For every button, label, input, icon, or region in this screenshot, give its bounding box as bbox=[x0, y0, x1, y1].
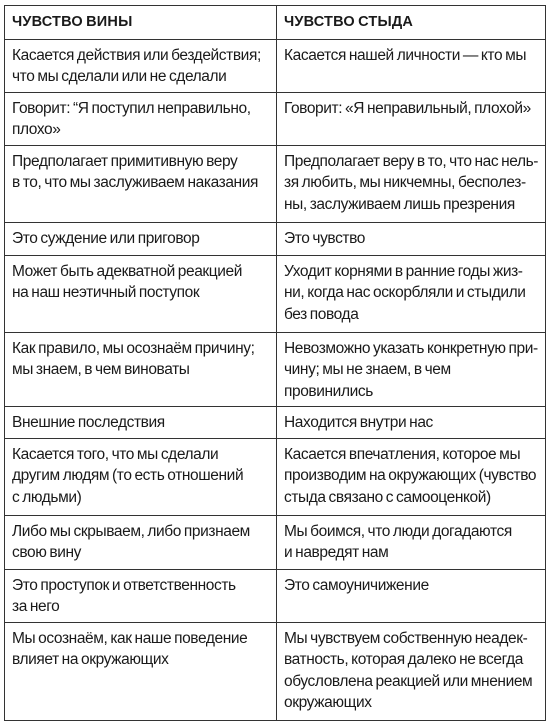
shame-cell: Мы боимся, что люди догадаются и навредят нам bbox=[277, 515, 546, 569]
shame-cell: Предполагает веру в то, что нас нель- зя любить, мы никчемны, бесполез- ны, заслуживаем лишь презрения bbox=[277, 145, 546, 222]
shame-cell: Это чувство bbox=[277, 222, 546, 255]
table-row bbox=[5, 515, 546, 569]
guilt-cell: Касается действия или бездействия; что мы сделали или не сделали bbox=[5, 39, 277, 92]
table-row bbox=[5, 622, 546, 720]
guilt-cell: Это суждение или приговор bbox=[5, 222, 277, 255]
shame-cell: Касается нашей личности — кто мы bbox=[277, 39, 546, 92]
guilt-cell: Как правило, мы осознаём причину; мы знаем, в чем виноваты bbox=[5, 332, 277, 407]
table-row bbox=[5, 407, 546, 439]
column-header-shame: ЧУВСТВО СТЫДА bbox=[277, 6, 546, 40]
table-row bbox=[5, 92, 546, 145]
table-row bbox=[5, 145, 546, 222]
table-header-row bbox=[5, 6, 546, 40]
guilt-cell: Либо мы скрываем, либо признаем свою вину bbox=[5, 515, 277, 569]
shame-cell: Уходит корнями в ранние годы жиз- ни, когда нас оскорбляли и стыдили без повода bbox=[277, 255, 546, 332]
guilt-cell: Говорит: “Я поступил неправильно, плохо» bbox=[5, 92, 277, 145]
table-row bbox=[5, 255, 546, 332]
guilt-cell: Мы осознаём, как наше поведение влияет на окружающих bbox=[5, 622, 277, 720]
guilt-cell: Предполагает примитивную веру в то, что мы заслуживаем наказания bbox=[5, 145, 277, 222]
table-row bbox=[5, 569, 546, 622]
guilt-cell: Может быть адекватной реакцией на наш неэтичный поступок bbox=[5, 255, 277, 332]
shame-cell: Невозможно указать конкретную при- чину; мы не знаем, в чем провинились bbox=[277, 332, 546, 407]
guilt-cell: Касается того, что мы сделали другим людям (то есть отношений с людьми) bbox=[5, 438, 277, 515]
shame-cell: Касается впечатления, которое мы производим на окружающих (чувство стыда связано с самооценкой) bbox=[277, 438, 546, 515]
table-row bbox=[5, 222, 546, 255]
column-header-guilt: ЧУВСТВО ВИНЫ bbox=[5, 6, 277, 40]
table-row bbox=[5, 438, 546, 515]
shame-cell: Это самоуничижение bbox=[277, 569, 546, 622]
table-row bbox=[5, 332, 546, 407]
shame-cell: Мы чувствуем собственную неадек- ватность, которая далеко не всегда обусловлена реакцией или мнением окружающих bbox=[277, 622, 546, 720]
shame-cell: Находится внутри нас bbox=[277, 407, 546, 439]
guilt-cell: Внешние последствия bbox=[5, 407, 277, 439]
guilt-vs-shame-table bbox=[4, 5, 546, 721]
guilt-cell: Это проступок и ответственность за него bbox=[5, 569, 277, 622]
shame-cell: Говорит: «Я неправильный, плохой» bbox=[277, 92, 546, 145]
table-row bbox=[5, 39, 546, 92]
